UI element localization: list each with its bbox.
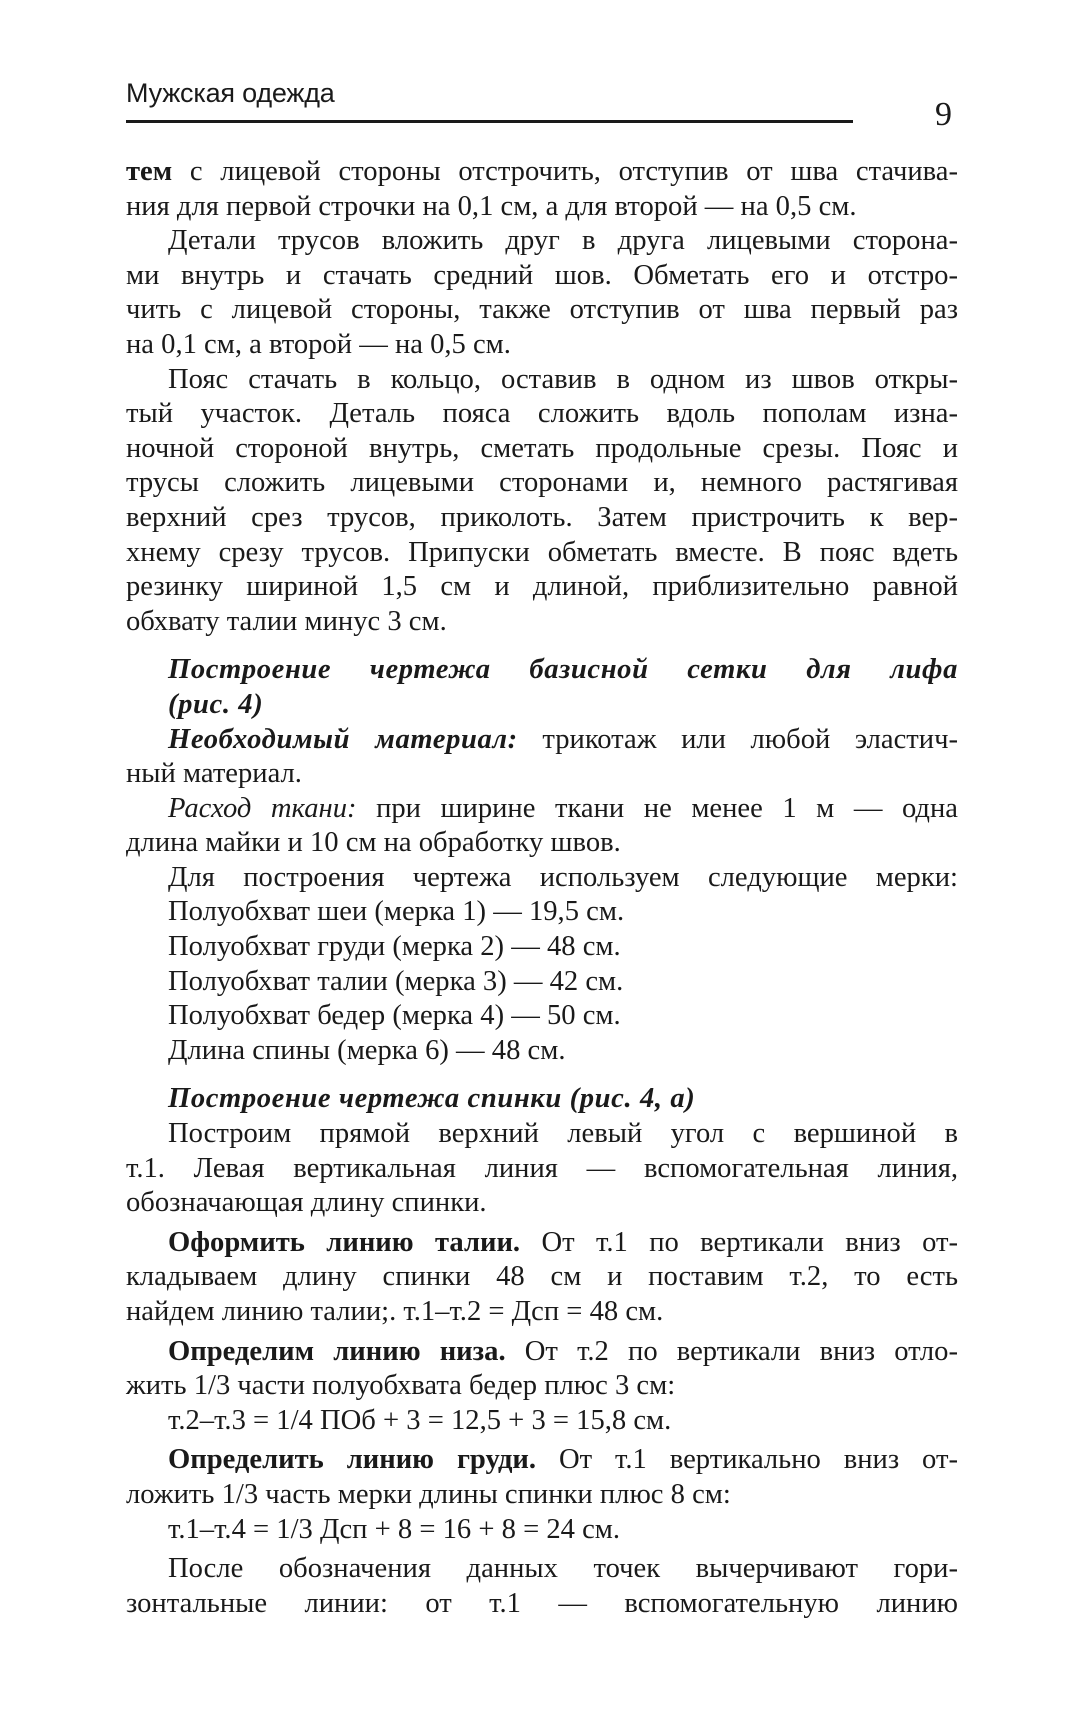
text-line: на 0,1 см, а второй — на 0,5 см. xyxy=(126,328,511,360)
text-run: трикотаж или любой эластич- xyxy=(517,723,958,755)
text-line xyxy=(126,792,958,827)
text-line: верхний срез трусов, приколоть. Затем пристрочить к вер- xyxy=(126,501,958,533)
text-line: кладываем длину спинки 48 см и поставим т.2, то есть xyxy=(126,1261,958,1293)
body-text xyxy=(126,155,958,1621)
text-line: Для построения чертежа используем следующие мерки: xyxy=(168,861,958,893)
text-line xyxy=(126,1226,958,1261)
spacer xyxy=(126,1068,958,1082)
formula-line: т.1–т.4 = 1/3 Дсп + 8 = 16 + 8 = 24 см. xyxy=(168,1513,621,1545)
formula-line: т.2–т.3 = 1/4 ПОб + 3 = 12,5 + 3 = 15,8 см. xyxy=(168,1404,672,1436)
text-run: Оформить линию талии. xyxy=(168,1226,521,1258)
text-line: найдем линию талии;. т.1–т.2 = Дсп = 48 см. xyxy=(126,1296,664,1327)
text-run: От т.2 по вертикали вниз отло- xyxy=(505,1335,958,1367)
text-run: при ширине ткани не менее 1 м — одна xyxy=(356,792,958,824)
text-line: ночной стороной внутрь, сметать продольные срезы. Пояс и xyxy=(126,432,958,464)
text-run: Расход ткани: xyxy=(168,792,357,824)
text-line: зонтальные линии: от т.1 — вспомогательную линию xyxy=(126,1587,958,1619)
measurement-line: Полуобхват шеи (мерка 1) — 19,5 см. xyxy=(168,896,625,928)
text-line: ложить 1/3 часть мерки длины спинки плюс 8 см: xyxy=(126,1478,731,1510)
text-line: ния для первой строчки на 0,1 см, а для второй — на 0,5 см. xyxy=(126,190,857,222)
measurement-line: Полуобхват груди (мерка 2) — 48 см. xyxy=(168,931,621,963)
text-run: Определить линию груди. xyxy=(168,1444,537,1476)
text-line: трусы сложить лицевыми сторонами и, немного растягивая xyxy=(126,467,958,499)
text-line: ми внутрь и стачать средний шов. Обметать его и отстро- xyxy=(126,259,958,291)
text-run: Необходимый материал: xyxy=(168,723,518,755)
section-heading: Построение чертежа базисной сетки для лифа xyxy=(168,654,958,686)
text-run: От т.1 вертикально вниз от- xyxy=(536,1444,958,1476)
text-line: Построим прямой верхний левый угол с вершиной в xyxy=(168,1118,958,1150)
spacer xyxy=(126,639,958,653)
text-line: жить 1/3 части полуобхвата бедер плюс 3 см: xyxy=(126,1370,676,1402)
text-run: с лицевой стороны отстрочить, отступив от шва стачива- xyxy=(172,156,958,187)
text-line: хнему срезу трусов. Припуски обметать вместе. В пояс вдеть xyxy=(126,536,958,568)
text-line: чить с лицевой стороны, также отступив от шва первый раз xyxy=(126,294,958,326)
text-line: обозначающая длину спинки. xyxy=(126,1187,487,1219)
text-line: тый участок. Деталь пояса сложить вдоль пополам изна- xyxy=(126,398,958,430)
text-line xyxy=(126,1443,958,1478)
section-heading: Построение чертежа спинки (рис. 4, а) xyxy=(168,1083,696,1115)
text-line xyxy=(126,723,958,758)
section-heading-cont: (рис. 4) xyxy=(168,688,264,720)
text-run: тем xyxy=(126,156,173,187)
running-title: Мужская одежда xyxy=(126,78,335,108)
text-run: От т.1 по вертикали вниз от- xyxy=(520,1226,958,1258)
measurement-line: Полуобхват бедер (мерка 4) — 50 см. xyxy=(168,1000,621,1032)
measurement-line: Полуобхват талии (мерка 3) — 42 см. xyxy=(168,965,624,997)
text-line: т.1. Левая вертикальная линия — вспомогательная линия, xyxy=(126,1152,958,1184)
text-line: резинку шириной 1,5 см и длиной, приблизительно равной xyxy=(126,571,958,603)
page-number: 9 xyxy=(935,96,952,133)
text-line: длина майки и 10 см на обработку швов. xyxy=(126,827,621,859)
header-rule xyxy=(126,120,853,123)
text-line xyxy=(126,155,958,190)
text-line xyxy=(126,1335,958,1370)
text-run: Определим линию низа. xyxy=(168,1335,506,1367)
text-line: Детали трусов вложить друг в друга лицевыми сторона- xyxy=(168,225,958,257)
text-line: ный материал. xyxy=(126,758,302,790)
text-line: Пояс стачать в кольцо, оставив в одном из швов откры- xyxy=(168,363,958,395)
text-line: обхвату талии минус 3 см. xyxy=(126,605,447,637)
text-line: После обозначения данных точек вычерчивают гори- xyxy=(168,1553,958,1585)
measurement-line: Длина спины (мерка 6) — 48 см. xyxy=(168,1034,566,1066)
